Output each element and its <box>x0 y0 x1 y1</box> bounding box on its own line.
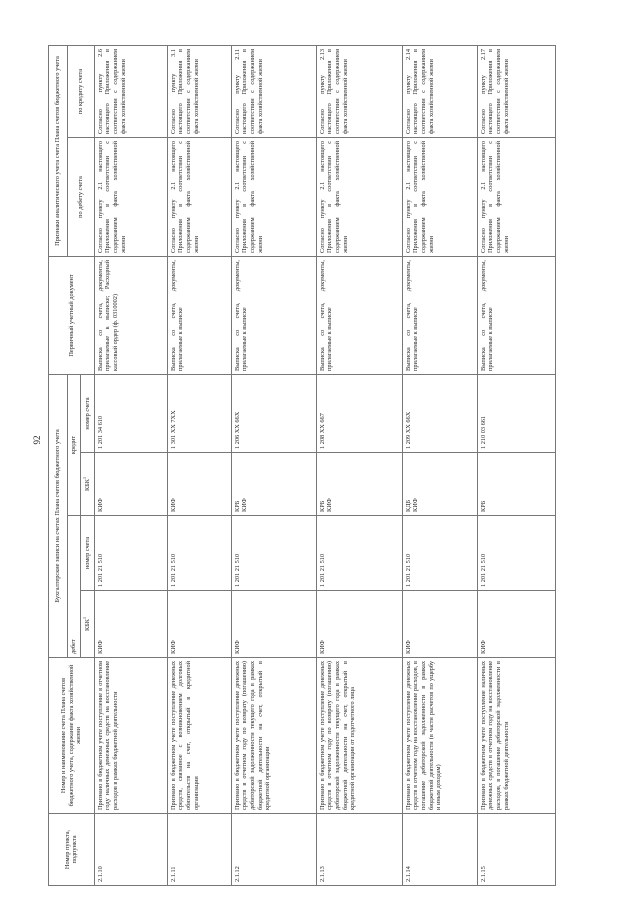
analytics-credit: Согласно пункту 2.13 настоящего Приложения в соответствии с содержанием факта хозяйственной жизни <box>316 46 402 138</box>
header-item-no: Номер пункта, подпункта <box>49 814 95 886</box>
table-row <box>477 46 555 886</box>
analytics-debit: Согласно пункту 2.1 настоящего Приложения в соответствии с содержанием факта хозяйственной жизни <box>94 138 167 257</box>
debit-account: 1 201 21 510 <box>94 516 167 591</box>
header-credit-account: номер счета <box>81 375 95 453</box>
analytics-credit: Согласно пункту 2.14 настоящего Приложения в соответствии с содержанием факта хозяйственной жизни <box>402 46 477 138</box>
debit-kbk: КИФ <box>167 591 231 658</box>
credit-kbk: КРБ КИФ <box>316 453 402 516</box>
credit-kbk: КДБ КИФ <box>402 453 477 516</box>
analytics-credit: Согласно пункту 3.1 настоящего Приложения в соответствии с содержанием факта хозяйственной жизни <box>167 46 231 138</box>
kbk-label: КБК <box>84 478 92 492</box>
analytics-debit: Согласно пункту 2.1 настоящего Приложения в соответствии с содержанием факта хозяйственной жизни <box>167 138 231 257</box>
item-description: Признано в бюджетном учете поступление денежных средств в отчетном году на восстановление расходов, в погашение дебиторской задолженности в рамках бюджетной деятельности (в части расчетов по ущербу и иным доходам) <box>402 658 477 814</box>
header-credit-kbk <box>81 453 95 516</box>
item-description: Признано в бюджетном учете поступление денежных средств в отчетном году по возврату (погашению) дебиторской задолженности текущего года в рамках бюджетной деятельности на счет, открытый в кредитной организации от подотчетного лица <box>316 658 402 814</box>
table-row <box>231 46 316 886</box>
primary-document: Выписка со счета, документы, прилагаемые к выписке <box>477 257 555 375</box>
analytics-debit: Согласно пункту 2.1 настоящего Приложения в соответствии с содержанием факта хозяйственной жизни <box>316 138 402 257</box>
item-number: 2.1.13 <box>316 814 402 886</box>
table-row <box>316 46 402 886</box>
credit-kbk: КИФ <box>94 453 167 516</box>
table-row <box>94 46 167 886</box>
primary-document: Выписка со счета, документы, прилагаемые к выписке; Расходный кассовый ордер (ф. 0310002) <box>94 257 167 375</box>
credit-account: 1 210 03 661 <box>477 375 555 453</box>
analytics-debit: Согласно пункту 2.1 настоящего Приложения в соответствии с содержанием факта хозяйственной жизни <box>477 138 555 257</box>
debit-account: 1 201 21 510 <box>316 516 402 591</box>
analytics-credit: Согласно пункту 2.11 настоящего Приложения в соответствии с содержанием факта хозяйственной жизни <box>231 46 316 138</box>
item-description: Признано в бюджетном учете поступление денежных средств, связанное с возникновением долговых обязательств на счет, открытый в кредитной организации <box>167 658 231 814</box>
credit-kbk: КРБ <box>477 453 555 516</box>
header-by-debit: по дебету счета <box>68 138 95 257</box>
credit-account: 1 209 XX 66X <box>402 375 477 453</box>
debit-kbk: КИФ <box>316 591 402 658</box>
item-description: Признано в бюджетном учете поступление денежных средств в отчетном году по возврату (погашению) дебиторской задолженности текущего года в рамках бюджетной деятельности на счет, открытый в кредитной организации <box>231 658 316 814</box>
header-primary-doc: Первичный учетный документ <box>49 257 95 375</box>
item-number: 2.1.15 <box>477 814 555 886</box>
footnote-mark: 1 <box>82 476 87 479</box>
debit-account: 1 201 21 510 <box>167 516 231 591</box>
item-number: 2.1.10 <box>94 814 167 886</box>
table-row <box>167 46 231 886</box>
item-number: 2.1.11 <box>167 814 231 886</box>
header-debit-account: номер счета <box>81 516 95 591</box>
analytics-credit: Согласно пункту 2.6 настоящего Приложения в соответствии с содержанием факта хозяйственной жизни <box>94 46 167 138</box>
primary-document: Выписка со счета, документы, прилагаемые к выписке <box>316 257 402 375</box>
debit-account: 1 201 21 510 <box>477 516 555 591</box>
debit-kbk: КИФ <box>94 591 167 658</box>
header-by-credit: по кредиту счета <box>68 46 95 138</box>
credit-account: 1 301 XX 7XX <box>167 375 231 453</box>
debit-kbk: КИФ <box>231 591 316 658</box>
primary-document: Выписка со счета, документы, прилагаемые к выписке <box>402 257 477 375</box>
primary-document: Выписка со счета, документы, прилагаемые к выписке <box>231 257 316 375</box>
kbk-label: КБК <box>84 618 92 632</box>
credit-kbk: КИФ <box>167 453 231 516</box>
credit-account: 1 206 XX 66X <box>231 375 316 453</box>
page-number: 92 <box>32 435 42 445</box>
item-number: 2.1.14 <box>402 814 477 886</box>
header-credit: кредит <box>68 375 81 516</box>
credit-account: 1 201 34 610 <box>94 375 167 453</box>
header-account-name: Номер и наименование счета Плана счетов бюджетного учета, содержание факта хозяйственной жизни <box>49 658 95 814</box>
analytics-credit: Согласно пункту 2.17 настоящего Приложения в соответствии с содержанием факта хозяйственной жизни <box>477 46 555 138</box>
debit-account: 1 201 21 510 <box>231 516 316 591</box>
analytics-debit: Согласно пункту 2.1 настоящего Приложения в соответствии с содержанием факта хозяйственной жизни <box>231 138 316 257</box>
item-description: Признано в бюджетном учете поступление наличных денежных средств в отчетном году на восстановление расходов, в погашение дебиторской задолженности в рамках бюджетной деятельности <box>477 658 555 814</box>
accounting-entries-table <box>48 45 556 886</box>
header-analytics: Признаки аналитического учета счета Плана счетов бюджетного учета <box>49 46 68 257</box>
item-number: 2.1.12 <box>231 814 316 886</box>
table-row <box>402 46 477 886</box>
credit-account: 1 208 XX 667 <box>316 375 402 453</box>
footnote-mark: 1 <box>82 616 87 619</box>
debit-kbk: КИФ <box>402 591 477 658</box>
analytics-debit: Согласно пункту 2.1 настоящего Приложения в соответствии с содержанием факта хозяйственной жизни <box>402 138 477 257</box>
header-debit: дебет <box>68 516 81 658</box>
header-entries: Бухгалтерские записи на счетах Плана счетов бюджетного учета <box>49 375 68 658</box>
credit-kbk: КРБ КИФ <box>231 453 316 516</box>
debit-account: 1 201 21 510 <box>402 516 477 591</box>
item-description: Признано в бюджетном учете поступление в отчетном году наличных денежных средств на восстановление расходов в рамках бюджетной деятельности <box>94 658 167 814</box>
primary-document: Выписка со счета, документы, прилагаемые к выписке <box>167 257 231 375</box>
debit-kbk: КИФ <box>477 591 555 658</box>
header-debit-kbk <box>81 591 95 658</box>
